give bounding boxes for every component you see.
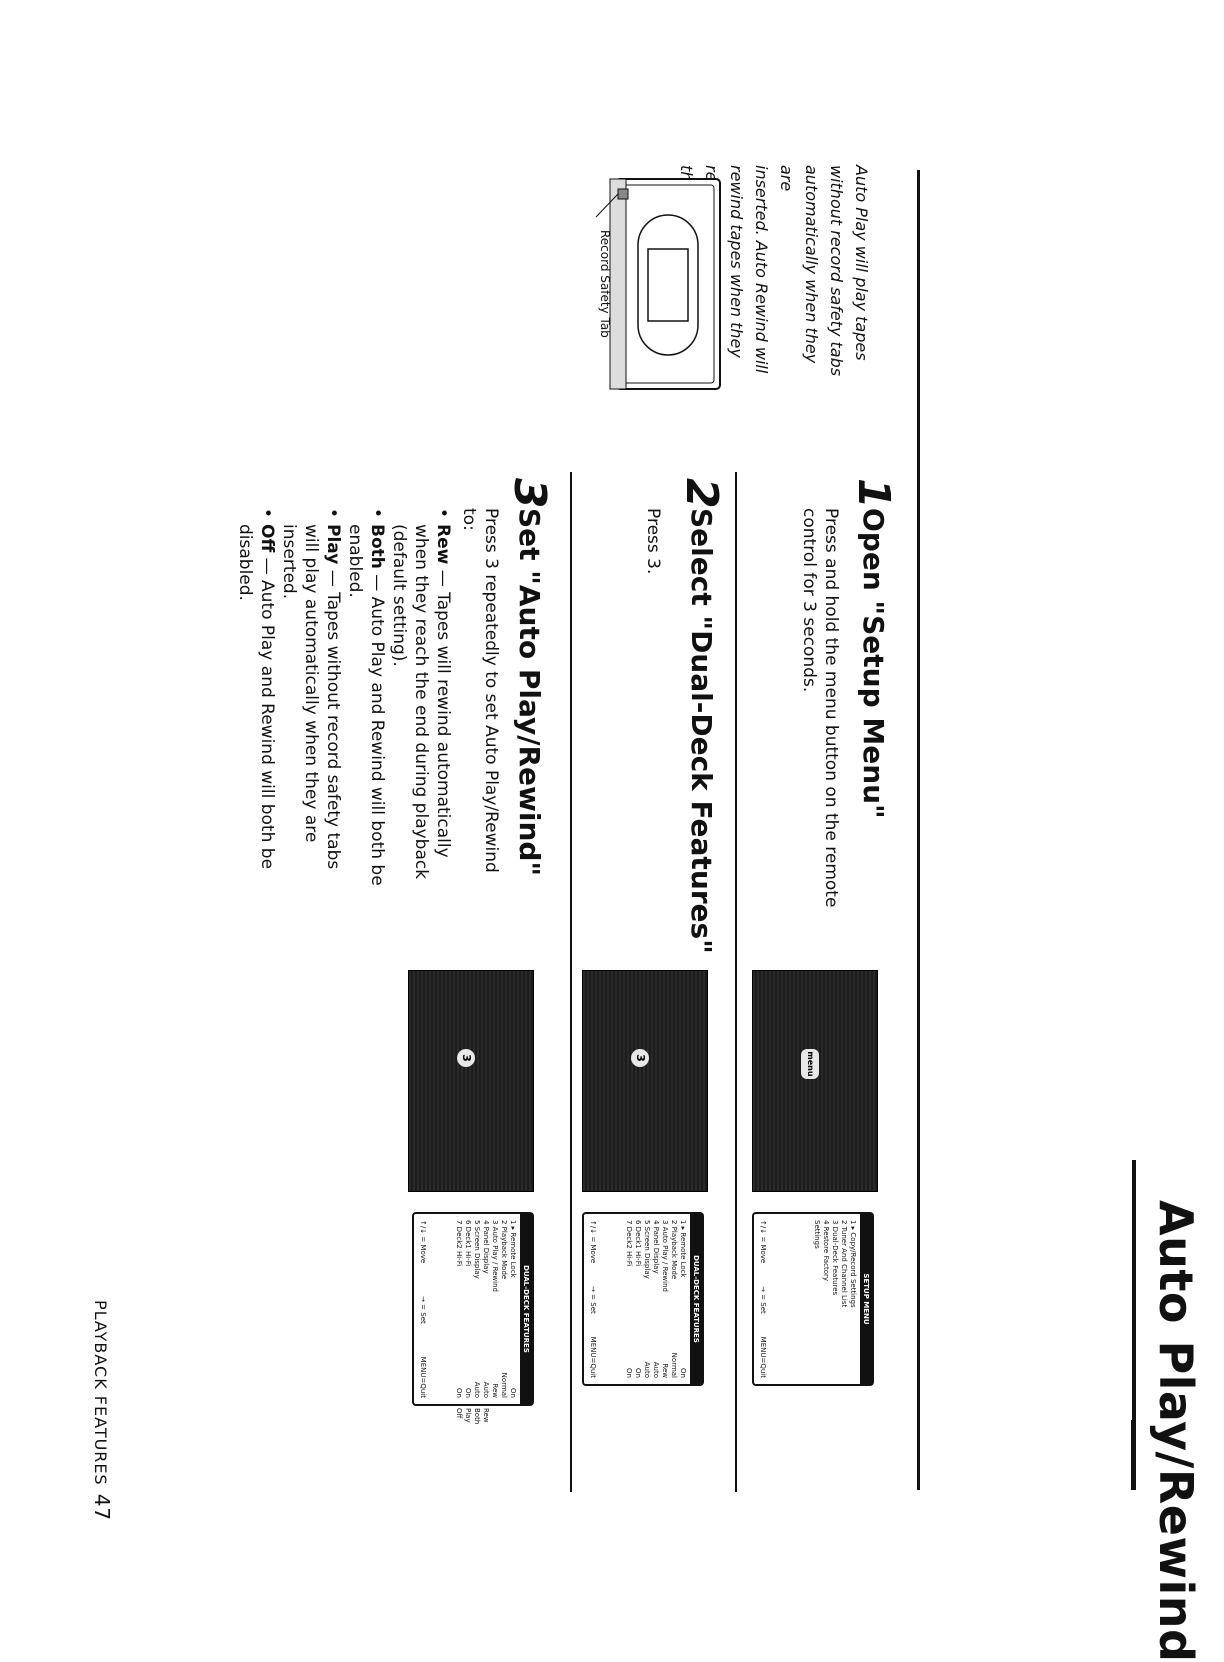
page-footer — [90, 1300, 114, 1521]
intro-text: Auto Play will play tapes without record safety tabs automatically when they are inserted. Auto Rewind will rewind tapes when they — [727, 165, 871, 377]
osd-row: 1 ▸ Remote Lock On — [679, 1220, 687, 1378]
option-off: Off — [455, 1408, 463, 1419]
osd-row: 6 Deck1 Hi-Fi On — [464, 1220, 472, 1398]
osd-row: 7 Deck2 Hi-Fi On — [625, 1220, 633, 1378]
record-safety-tab-icon — [618, 189, 628, 199]
osd-row: 4 Restore Factory — [822, 1220, 830, 1282]
step-2-rule — [570, 472, 572, 1492]
osd-row: 2 Playback Mode Normal — [500, 1220, 508, 1398]
step-2-body: Press 3. — [643, 508, 663, 575]
osd-footer: ↑/↓ = Move → = Set MENU=Quit — [759, 1220, 767, 1378]
osd-footer: ↑/↓ = Move → = Set MENU=Quit — [419, 1220, 427, 1398]
step-3-remote-image — [408, 970, 534, 1192]
page-title: Auto Play/Rewind — [1149, 1200, 1203, 1662]
osd-footer: ↑/↓ = Move → = Set MENU=Quit — [589, 1220, 597, 1378]
step-3-dual-deck-menu-screen — [412, 1212, 534, 1406]
osd-row: 6 Deck1 Hi-Fi On — [634, 1220, 642, 1378]
osd-row: Settings — [813, 1220, 821, 1249]
list-item: • Off — Auto Play and Rewind will both be disabled. — [234, 508, 278, 898]
title-rule-thick — [1131, 1420, 1136, 1490]
step-1-setup-menu-screen — [752, 1212, 874, 1386]
step-3-heading: Set "Auto Play/Rewind" — [513, 508, 546, 877]
button-3-icon: 3 — [631, 1049, 649, 1067]
footer-section: PLAYBACK FEATURES — [91, 1300, 110, 1486]
list-item: • Rew — Tapes will rewind automatically when they reach the end during playback (default setting). — [388, 508, 454, 898]
title-rule — [1132, 1160, 1136, 1420]
osd-row: 5 Screen Display Auto — [473, 1220, 481, 1398]
step-2-heading: Select "Dual-Deck Features" — [685, 508, 718, 954]
auto-play-options-list — [234, 508, 454, 898]
osd-row: 3 Auto Play / Rewind Rew — [661, 1220, 669, 1378]
osd-row: 1 ▸ Copy/Record Settings — [849, 1220, 857, 1308]
options-callout — [454, 1408, 490, 1424]
osd-title: DUAL-DECK FEATURES — [690, 1214, 702, 1384]
step-3-intro: Press 3 repeatedly to set Auto Play/Rewind to: — [459, 508, 501, 873]
vhs-cassette-illustration — [594, 175, 724, 405]
top-rule — [917, 170, 920, 1490]
osd-row: 4 Panel Display Auto — [652, 1220, 660, 1378]
menu-button-icon: menu — [801, 1049, 819, 1079]
osd-row: 4 Panel Display Auto — [482, 1220, 490, 1398]
step-2-number: 2 — [676, 478, 727, 509]
button-3-icon: 3 — [457, 1049, 475, 1067]
osd-title: DUAL-DECK FEATURES — [520, 1214, 532, 1404]
step-2-remote-image — [582, 970, 708, 1192]
osd-row: 3 Dual-Deck Features — [831, 1220, 839, 1296]
option-rew: Rew — [482, 1408, 490, 1423]
option-both: Both — [473, 1408, 481, 1425]
list-item: • Play — Tapes without record safety tabs will play automatically when they are inserted. — [278, 508, 344, 898]
osd-title: SETUP MENU — [860, 1214, 872, 1384]
step-3-number: 3 — [504, 478, 555, 509]
step-1-rule — [735, 472, 737, 1492]
cassette-label: Record Safety Tab — [598, 230, 612, 338]
osd-row: 5 Screen Display Auto — [643, 1220, 651, 1378]
osd-row: 1 ▸ Remote Lock On — [509, 1220, 517, 1398]
osd-row: 2 Tuner And Channel List — [840, 1220, 848, 1308]
step-1-remote-image — [752, 970, 878, 1192]
step-1-heading: Open "Setup Menu" — [857, 508, 890, 819]
osd-row: 2 Playback Mode Normal — [670, 1220, 678, 1378]
step-1-number: 1 — [848, 478, 899, 509]
osd-row: 3 Auto Play / Rewind Rew — [491, 1220, 499, 1398]
step-3-body — [234, 508, 502, 898]
step-1-body: Press and hold the menu button on the remote control for 3 seconds. — [799, 508, 841, 908]
options-bracket — [452, 1404, 488, 1406]
page-number: 47 — [90, 1493, 114, 1522]
osd-row: 7 Deck2 Hi-Fi On — [455, 1220, 463, 1398]
list-item: • Both — Auto Play and Rewind will both be enabled. — [344, 508, 388, 898]
option-play: Play — [464, 1408, 472, 1423]
step-2-dual-deck-menu-screen — [582, 1212, 704, 1386]
